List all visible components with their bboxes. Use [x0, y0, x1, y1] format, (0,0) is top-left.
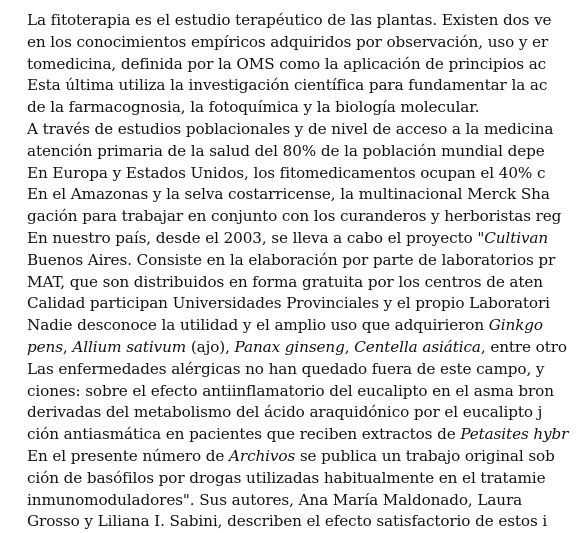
text-line	[27, 402, 587, 424]
text-segment: ción de basófilos por drogas utilizadas habitualmente en el tratamie	[27, 468, 546, 487]
document-body	[27, 10, 587, 533]
text-line	[27, 228, 587, 250]
text-line	[27, 32, 587, 54]
text-line	[27, 97, 587, 119]
text-line	[27, 293, 587, 315]
text-segment: Buenos Aires. Consiste en la elaboración por parte de laboratorios pr	[27, 250, 556, 269]
text-segment: Calidad participan Universidades Provinciales y el propio Laboratori	[27, 294, 550, 313]
text-line	[27, 315, 587, 337]
italic-text-segment: Allium sativum	[72, 337, 187, 356]
text-segment: (ajo),	[186, 337, 235, 356]
italic-text-segment: "Cultivan	[477, 228, 549, 247]
text-segment: ción antiasmática en pacientes que reciben extractos de	[27, 425, 461, 444]
text-segment: Nadie desconoce la utilidad y el amplio uso que adquirieron	[27, 316, 489, 335]
italic-text-segment: Ginkgo	[488, 316, 543, 335]
text-segment: inmunomoduladores". Sus autores, Ana María Maldonado, Laura	[27, 490, 523, 509]
italic-text-segment: Panax ginseng	[234, 337, 345, 356]
text-line	[27, 250, 587, 272]
text-line	[27, 54, 587, 76]
text-segment: ,	[344, 337, 355, 356]
text-segment: A través de estudios poblacionales y de nivel de acceso a la medicina	[27, 119, 554, 138]
text-line	[27, 119, 587, 141]
text-line	[27, 75, 587, 97]
text-line	[27, 272, 587, 294]
text-line	[27, 511, 587, 533]
text-segment: La fitoterapia es el estudio terapéutico de las plantas. Existen dos ve	[27, 11, 552, 29]
text-line	[27, 468, 587, 490]
text-line	[27, 141, 587, 163]
text-line	[27, 381, 587, 403]
text-segment: derivadas del metabolismo del ácido araquidónico por el eucalipto j	[27, 403, 543, 422]
italic-text-segment: Archivos	[229, 446, 296, 465]
text-segment: Grosso y Liliana I. Sabini, describen el efecto satisfactorio de estos i	[27, 512, 548, 531]
text-line	[27, 424, 587, 446]
text-line	[27, 446, 587, 468]
text-segment: En el presente número de	[27, 446, 230, 465]
text-segment: en los conocimientos empíricos adquiridos por observación, uso y er	[27, 32, 549, 51]
text-line	[27, 10, 587, 32]
italic-text-segment: pens	[27, 337, 63, 356]
text-line	[27, 206, 587, 228]
text-segment: ciones: sobre el efecto antiinflamatorio del eucalipto en el asma bron	[27, 381, 554, 400]
text-segment: se publica un trabajo original sob	[295, 446, 555, 465]
text-segment: atención primaria de la salud del 80% de la población mundial depe	[27, 141, 545, 160]
text-line	[27, 163, 587, 185]
text-segment: MAT, que son distribuidos en forma gratuita por los centros de aten	[27, 272, 543, 291]
text-segment: En nuestro país, desde el 2003, se lleva a cabo el proyecto	[27, 228, 478, 247]
text-line	[27, 490, 587, 512]
text-line	[27, 359, 587, 381]
text-line	[27, 337, 587, 359]
text-line	[27, 184, 587, 206]
text-segment: , entre otro	[480, 337, 567, 356]
text-segment: En el Amazonas y la selva costarricense, la multinacional Merck Sha	[27, 185, 550, 204]
italic-text-segment: Petasites hybr	[460, 425, 569, 444]
text-segment: de la farmacognosia, la fotoquímica y la biología molecular.	[27, 98, 480, 117]
text-segment: ,	[62, 337, 73, 356]
text-segment: En Europa y Estados Unidos, los fitomedicamentos ocupan el 40% c	[27, 163, 546, 182]
italic-text-segment: Centella asiática	[354, 337, 481, 356]
text-segment: Esta última utiliza la investigación científica para fundamentar la ac	[27, 76, 548, 95]
text-segment: gación para trabajar en conjunto con los curanderos y herboristas reg	[27, 207, 562, 226]
text-segment: tomedicina, definida por la OMS como la aplicación de principios ac	[27, 54, 547, 73]
text-segment: Las enfermedades alérgicas no han quedado fuera de este campo, y	[27, 359, 545, 378]
